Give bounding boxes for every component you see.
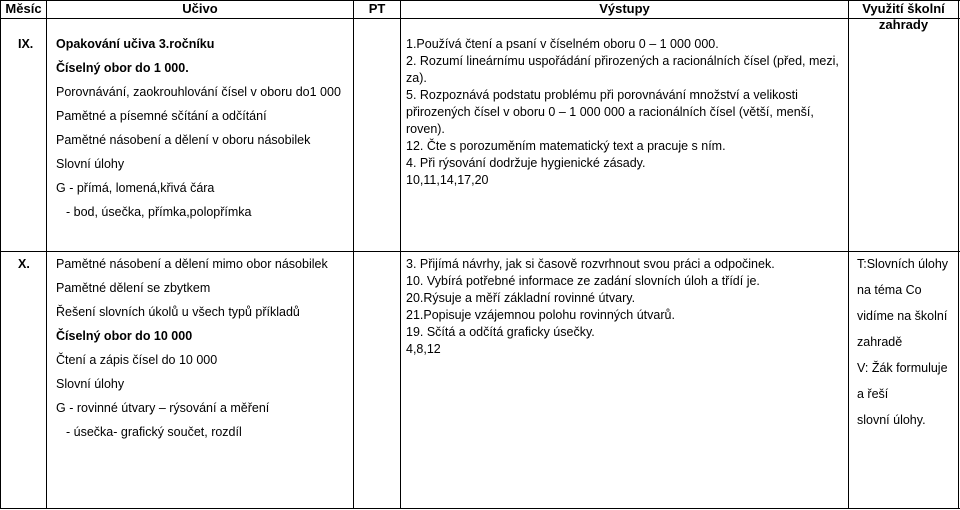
vystupy-line: 4. Při rýsování dodržuje hygienické zásady. [406, 156, 646, 170]
vystupy-line: 12. Čte s porozuměním matematický text a pracuje s ním. [406, 139, 726, 153]
header-pt: PT [368, 1, 386, 16]
vystupy-line: 10. Vybírá potřebné informace ze zadání slovních úloh a třídí je. [406, 274, 760, 288]
header-vystupy: Výstupy [599, 1, 650, 16]
ucivo-line: Pamětné násobení a dělení v oboru násobilek [56, 133, 311, 147]
col-divider-month [46, 0, 47, 509]
header-ucivo: Učivo [182, 1, 218, 16]
vystupy-line: 2. Rozumí lineárnímu uspořádání přirozených a racionálních čísel (před, mezi, [406, 54, 839, 68]
ucivo-line: Pamětné a písemné sčítání a odčítání [56, 109, 267, 123]
vyuziti-line: slovní úlohy. [857, 413, 926, 427]
ucivo-cell [56, 257, 352, 449]
col-border-right [958, 0, 959, 509]
vystupy-line: 10,11,14,17,20 [406, 173, 489, 187]
vyuziti-line: T:Slovních úlohy [857, 257, 949, 271]
ucivo-line: Slovní úlohy [56, 377, 125, 391]
table-bottom-border [0, 508, 960, 509]
ucivo-line: Opakování učiva 3.ročníku [56, 37, 215, 51]
vystupy-line: 3. Přijímá návrhy, jak si časově rozvrhnout svou práci a odpočinek. [406, 257, 775, 271]
col-divider-ucivo [353, 0, 354, 509]
ucivo-line: - úsečka- grafický součet, rozdíl [66, 425, 242, 439]
header-mesic: Měsíc [5, 1, 42, 16]
ucivo-line: Číselný obor do 10 000 [56, 329, 193, 343]
ucivo-line: Řešení slovních úkolů u všech typů příkladů [56, 305, 300, 319]
vyuziti-line: V: Žák formuluje [857, 361, 948, 375]
vystupy-line: 1.Používá čtení a psaní v číselném oboru 0 – 1 000 000. [406, 37, 719, 51]
vyuziti-line: a řeší [857, 387, 889, 401]
col-divider-vystupy [848, 0, 849, 509]
vystupy-cell [406, 257, 846, 359]
header-vyuziti-line1: Využití školní [862, 1, 945, 16]
ucivo-line: Porovnávání, zaokrouhlování čísel v oboru do1 000 [56, 85, 341, 99]
vystupy-line: 4,8,12 [406, 342, 441, 356]
month-label: X. [18, 257, 30, 271]
ucivo-line: G - rovinné útvary – rýsování a měření [56, 401, 270, 415]
vyuziti-cell [857, 257, 957, 439]
vyuziti-line: zahradě [857, 335, 903, 349]
ucivo-line: Pamětné dělení se zbytkem [56, 281, 211, 295]
vystupy-line: 20.Rýsuje a měří základní rovinné útvary. [406, 291, 636, 305]
row-divider [0, 251, 960, 252]
col-border-left [0, 0, 1, 509]
ucivo-line: Pamětné násobení a dělení mimo obor násobilek [56, 257, 328, 271]
vystupy-line: roven). [406, 122, 445, 136]
vystupy-cell [406, 37, 846, 190]
month-label: IX. [18, 37, 34, 51]
vystupy-line: za). [406, 71, 427, 85]
vyuziti-line: vidíme na školní [857, 309, 948, 323]
header-bottom-border [0, 18, 960, 19]
vystupy-line: přirozených čísel v oboru 0 – 1 000 000 a racionálních čísel (větší, menší, [406, 105, 814, 119]
ucivo-cell [56, 37, 352, 229]
vystupy-line: 19. Sčítá a odčítá graficky úsečky. [406, 325, 595, 339]
ucivo-line: Číselný obor do 1 000. [56, 61, 189, 75]
col-divider-pt [400, 0, 401, 509]
vyuziti-line: na téma Co [857, 283, 922, 297]
ucivo-line: Čtení a zápis čísel do 10 000 [56, 353, 218, 367]
vystupy-line: 5. Rozpoznává podstatu problému při porovnávání množství a velikosti [406, 88, 798, 102]
vystupy-line: 21.Popisuje vzájemnou polohu rovinných útvarů. [406, 308, 675, 322]
ucivo-line: - bod, úsečka, přímka,polopřímka [66, 205, 252, 219]
ucivo-line: Slovní úlohy [56, 157, 125, 171]
ucivo-line: G - přímá, lomená,křivá čára [56, 181, 215, 195]
header-vyuziti-line2: zahrady [878, 17, 929, 32]
